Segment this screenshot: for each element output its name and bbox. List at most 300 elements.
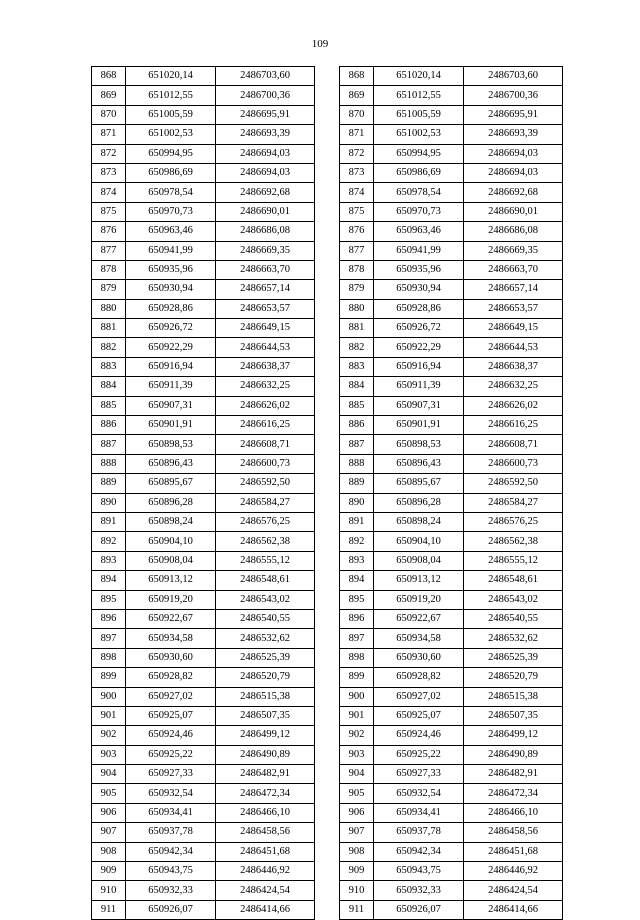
x-coordinate-cell: 650911,39 [374, 377, 464, 396]
y-coordinate-cell: 2486703,60 [216, 67, 315, 86]
point-number-cell: 886 [92, 416, 126, 435]
point-number-cell: 888 [340, 454, 374, 473]
x-coordinate-cell: 650895,67 [374, 474, 464, 493]
point-number-cell: 907 [92, 823, 126, 842]
y-coordinate-cell: 2486548,61 [216, 571, 315, 590]
y-coordinate-cell: 2486562,38 [464, 532, 563, 551]
point-number-cell: 895 [340, 590, 374, 609]
point-number-cell: 890 [92, 493, 126, 512]
y-coordinate-cell: 2486507,35 [464, 706, 563, 725]
table-row [92, 900, 315, 919]
y-coordinate-cell: 2486490,89 [464, 745, 563, 764]
y-coordinate-cell: 2486600,73 [464, 454, 563, 473]
y-coordinate-cell: 2486532,62 [464, 629, 563, 648]
x-coordinate-cell: 650963,46 [374, 222, 464, 241]
table-row [340, 474, 563, 493]
point-number-cell: 902 [92, 726, 126, 745]
y-coordinate-cell: 2486626,02 [464, 396, 563, 415]
x-coordinate-cell: 650932,54 [374, 784, 464, 803]
page-number: 109 [311, 38, 329, 50]
table-row [340, 726, 563, 745]
y-coordinate-cell: 2486690,01 [216, 202, 315, 221]
table-row [92, 493, 315, 512]
point-number-cell: 870 [92, 105, 126, 124]
table-row [340, 842, 563, 861]
y-coordinate-cell: 2486632,25 [216, 377, 315, 396]
y-coordinate-cell: 2486458,56 [464, 823, 563, 842]
point-number-cell: 869 [92, 86, 126, 105]
x-coordinate-cell: 650932,33 [126, 881, 216, 900]
x-coordinate-cell: 650970,73 [374, 202, 464, 221]
x-coordinate-cell: 650943,75 [374, 862, 464, 881]
point-number-cell: 901 [340, 706, 374, 725]
point-number-cell: 898 [340, 648, 374, 667]
table-row [340, 319, 563, 338]
y-coordinate-cell: 2486695,91 [216, 105, 315, 124]
point-number-cell: 873 [340, 163, 374, 182]
y-coordinate-cell: 2486520,79 [464, 668, 563, 687]
table-row [92, 726, 315, 745]
point-number-cell: 883 [340, 357, 374, 376]
y-coordinate-cell: 2486608,71 [464, 435, 563, 454]
x-coordinate-cell: 650898,24 [374, 512, 464, 531]
point-number-cell: 877 [340, 241, 374, 260]
y-coordinate-cell: 2486424,54 [216, 881, 315, 900]
point-number-cell: 893 [340, 551, 374, 570]
point-number-cell: 875 [340, 202, 374, 221]
y-coordinate-cell: 2486424,54 [464, 881, 563, 900]
table-row [340, 493, 563, 512]
y-coordinate-cell: 2486694,03 [216, 144, 315, 163]
x-coordinate-cell: 650925,07 [126, 706, 216, 725]
y-coordinate-cell: 2486482,91 [464, 765, 563, 784]
y-coordinate-cell: 2486690,01 [464, 202, 563, 221]
x-coordinate-cell: 650916,94 [374, 357, 464, 376]
y-coordinate-cell: 2486649,15 [464, 319, 563, 338]
point-number-cell: 901 [92, 706, 126, 725]
x-coordinate-cell: 650898,53 [126, 435, 216, 454]
table-row [92, 144, 315, 163]
table-row [340, 687, 563, 706]
x-coordinate-cell: 650926,07 [126, 900, 216, 919]
x-coordinate-cell: 650942,34 [126, 842, 216, 861]
table-row [340, 629, 563, 648]
table-row [340, 532, 563, 551]
table-row [92, 668, 315, 687]
table-row [340, 454, 563, 473]
x-coordinate-cell: 650924,46 [374, 726, 464, 745]
table-row [340, 222, 563, 241]
x-coordinate-cell: 650926,72 [126, 319, 216, 338]
point-number-cell: 889 [92, 474, 126, 493]
y-coordinate-cell: 2486649,15 [216, 319, 315, 338]
y-coordinate-cell: 2486653,57 [216, 299, 315, 318]
y-coordinate-cell: 2486669,35 [216, 241, 315, 260]
x-coordinate-cell: 651020,14 [374, 67, 464, 86]
x-coordinate-cell: 650994,95 [126, 144, 216, 163]
point-number-cell: 908 [92, 842, 126, 861]
y-coordinate-cell: 2486515,38 [216, 687, 315, 706]
point-number-cell: 899 [92, 668, 126, 687]
table-row [92, 784, 315, 803]
point-number-cell: 905 [340, 784, 374, 803]
point-number-cell: 894 [92, 571, 126, 590]
table-row [92, 609, 315, 628]
point-number-cell: 906 [340, 803, 374, 822]
x-coordinate-cell: 650928,86 [374, 299, 464, 318]
y-coordinate-cell: 2486657,14 [464, 280, 563, 299]
point-number-cell: 896 [92, 609, 126, 628]
point-number-cell: 908 [340, 842, 374, 861]
y-coordinate-cell: 2486692,68 [464, 183, 563, 202]
point-number-cell: 891 [340, 512, 374, 531]
table-row [340, 299, 563, 318]
table-row [340, 881, 563, 900]
point-number-cell: 894 [340, 571, 374, 590]
x-coordinate-cell: 650922,67 [374, 609, 464, 628]
point-number-cell: 878 [340, 260, 374, 279]
x-coordinate-cell: 650986,69 [126, 163, 216, 182]
x-coordinate-cell: 650937,78 [374, 823, 464, 842]
x-coordinate-cell: 650942,34 [374, 842, 464, 861]
table-row [92, 319, 315, 338]
y-coordinate-cell: 2486584,27 [216, 493, 315, 512]
table-row [340, 803, 563, 822]
table-row [92, 416, 315, 435]
x-coordinate-cell: 650907,31 [374, 396, 464, 415]
table-row [340, 668, 563, 687]
x-coordinate-cell: 650898,53 [374, 435, 464, 454]
x-coordinate-cell: 650930,60 [374, 648, 464, 667]
x-coordinate-cell: 650916,94 [126, 357, 216, 376]
y-coordinate-cell: 2486686,08 [464, 222, 563, 241]
x-coordinate-cell: 650934,58 [126, 629, 216, 648]
x-coordinate-cell: 650913,12 [126, 571, 216, 590]
x-coordinate-cell: 650922,29 [126, 338, 216, 357]
point-number-cell: 905 [92, 784, 126, 803]
point-number-cell: 909 [340, 862, 374, 881]
x-coordinate-cell: 650932,33 [374, 881, 464, 900]
y-coordinate-cell: 2486693,39 [216, 125, 315, 144]
point-number-cell: 882 [92, 338, 126, 357]
x-coordinate-cell: 650943,75 [126, 862, 216, 881]
table-row [92, 125, 315, 144]
y-coordinate-cell: 2486472,34 [464, 784, 563, 803]
coordinates-table-right [339, 66, 563, 920]
table-row [92, 842, 315, 861]
y-coordinate-cell: 2486638,37 [216, 357, 315, 376]
y-coordinate-cell: 2486693,39 [464, 125, 563, 144]
x-coordinate-cell: 650901,91 [374, 416, 464, 435]
point-number-cell: 874 [340, 183, 374, 202]
x-coordinate-cell: 650937,78 [126, 823, 216, 842]
table-row [340, 571, 563, 590]
x-coordinate-cell: 650927,02 [374, 687, 464, 706]
y-coordinate-cell: 2486600,73 [216, 454, 315, 473]
point-number-cell: 881 [340, 319, 374, 338]
table-row [340, 706, 563, 725]
x-coordinate-cell: 651005,59 [126, 105, 216, 124]
table-row [340, 357, 563, 376]
x-coordinate-cell: 650986,69 [374, 163, 464, 182]
x-coordinate-cell: 650911,39 [126, 377, 216, 396]
coordinates-table-left [91, 66, 315, 920]
point-number-cell: 869 [340, 86, 374, 105]
point-number-cell: 910 [92, 881, 126, 900]
table-row [92, 260, 315, 279]
point-number-cell: 900 [92, 687, 126, 706]
table-row [92, 396, 315, 415]
table-row [92, 745, 315, 764]
x-coordinate-cell: 650927,33 [374, 765, 464, 784]
table-row [340, 125, 563, 144]
y-coordinate-cell: 2486576,25 [216, 512, 315, 531]
x-coordinate-cell: 650922,29 [374, 338, 464, 357]
y-coordinate-cell: 2486657,14 [216, 280, 315, 299]
table-row [340, 338, 563, 357]
y-coordinate-cell: 2486555,12 [216, 551, 315, 570]
y-coordinate-cell: 2486525,39 [464, 648, 563, 667]
table-row [92, 86, 315, 105]
y-coordinate-cell: 2486686,08 [216, 222, 315, 241]
table-row [92, 280, 315, 299]
y-coordinate-cell: 2486555,12 [464, 551, 563, 570]
y-coordinate-cell: 2486695,91 [464, 105, 563, 124]
x-coordinate-cell: 650898,24 [126, 512, 216, 531]
y-coordinate-cell: 2486499,12 [464, 726, 563, 745]
table-row [92, 299, 315, 318]
x-coordinate-cell: 650919,20 [126, 590, 216, 609]
point-number-cell: 909 [92, 862, 126, 881]
table-row [340, 648, 563, 667]
point-number-cell: 907 [340, 823, 374, 842]
point-number-cell: 904 [340, 765, 374, 784]
point-number-cell: 892 [340, 532, 374, 551]
table-row [340, 144, 563, 163]
y-coordinate-cell: 2486669,35 [464, 241, 563, 260]
table-row [92, 163, 315, 182]
x-coordinate-cell: 650895,67 [126, 474, 216, 493]
point-number-cell: 897 [340, 629, 374, 648]
table-row [340, 745, 563, 764]
x-coordinate-cell: 650904,10 [126, 532, 216, 551]
table-row [340, 765, 563, 784]
point-number-cell: 868 [340, 67, 374, 86]
table-row [92, 706, 315, 725]
x-coordinate-cell: 650925,22 [374, 745, 464, 764]
table-row [340, 241, 563, 260]
y-coordinate-cell: 2486632,25 [464, 377, 563, 396]
table-row [92, 512, 315, 531]
table-row [92, 183, 315, 202]
y-coordinate-cell: 2486700,36 [464, 86, 563, 105]
table-row [340, 823, 563, 842]
point-number-cell: 885 [340, 396, 374, 415]
y-coordinate-cell: 2486638,37 [464, 357, 563, 376]
x-coordinate-cell: 650907,31 [126, 396, 216, 415]
point-number-cell: 878 [92, 260, 126, 279]
x-coordinate-cell: 651012,55 [126, 86, 216, 105]
x-coordinate-cell: 650935,96 [374, 260, 464, 279]
point-number-cell: 892 [92, 532, 126, 551]
y-coordinate-cell: 2486540,55 [216, 609, 315, 628]
table-row [92, 454, 315, 473]
point-number-cell: 883 [92, 357, 126, 376]
point-number-cell: 870 [340, 105, 374, 124]
y-coordinate-cell: 2486562,38 [216, 532, 315, 551]
y-coordinate-cell: 2486451,68 [216, 842, 315, 861]
table-row [92, 648, 315, 667]
table-row [340, 105, 563, 124]
table-row [340, 396, 563, 415]
y-coordinate-cell: 2486653,57 [464, 299, 563, 318]
point-number-cell: 882 [340, 338, 374, 357]
point-number-cell: 898 [92, 648, 126, 667]
y-coordinate-cell: 2486532,62 [216, 629, 315, 648]
point-number-cell: 881 [92, 319, 126, 338]
x-coordinate-cell: 651012,55 [374, 86, 464, 105]
table-row [340, 609, 563, 628]
y-coordinate-cell: 2486576,25 [464, 512, 563, 531]
x-coordinate-cell: 650922,67 [126, 609, 216, 628]
point-number-cell: 871 [340, 125, 374, 144]
x-coordinate-cell: 650941,99 [126, 241, 216, 260]
y-coordinate-cell: 2486616,25 [464, 416, 563, 435]
y-coordinate-cell: 2486472,34 [216, 784, 315, 803]
table-row [340, 163, 563, 182]
point-number-cell: 879 [92, 280, 126, 299]
x-coordinate-cell: 650928,82 [374, 668, 464, 687]
y-coordinate-cell: 2486520,79 [216, 668, 315, 687]
x-coordinate-cell: 650963,46 [126, 222, 216, 241]
y-coordinate-cell: 2486499,12 [216, 726, 315, 745]
point-number-cell: 889 [340, 474, 374, 493]
y-coordinate-cell: 2486694,03 [464, 144, 563, 163]
y-coordinate-cell: 2486548,61 [464, 571, 563, 590]
x-coordinate-cell: 651002,53 [374, 125, 464, 144]
x-coordinate-cell: 650928,86 [126, 299, 216, 318]
y-coordinate-cell: 2486663,70 [464, 260, 563, 279]
point-number-cell: 888 [92, 454, 126, 473]
x-coordinate-cell: 650896,43 [126, 454, 216, 473]
x-coordinate-cell: 650927,02 [126, 687, 216, 706]
table-row [92, 202, 315, 221]
y-coordinate-cell: 2486608,71 [216, 435, 315, 454]
table-row [92, 687, 315, 706]
x-coordinate-cell: 650932,54 [126, 784, 216, 803]
point-number-cell: 873 [92, 163, 126, 182]
point-number-cell: 884 [340, 377, 374, 396]
point-number-cell: 900 [340, 687, 374, 706]
x-coordinate-cell: 651005,59 [374, 105, 464, 124]
y-coordinate-cell: 2486490,89 [216, 745, 315, 764]
y-coordinate-cell: 2486700,36 [216, 86, 315, 105]
y-coordinate-cell: 2486458,56 [216, 823, 315, 842]
table-row [92, 590, 315, 609]
table-row [340, 260, 563, 279]
y-coordinate-cell: 2486584,27 [464, 493, 563, 512]
x-coordinate-cell: 650994,95 [374, 144, 464, 163]
table-row [340, 67, 563, 86]
table-row [340, 416, 563, 435]
point-number-cell: 911 [92, 900, 126, 919]
x-coordinate-cell: 650934,41 [126, 803, 216, 822]
point-number-cell: 895 [92, 590, 126, 609]
point-number-cell: 887 [340, 435, 374, 454]
y-coordinate-cell: 2486507,35 [216, 706, 315, 725]
table-row [340, 86, 563, 105]
table-row [340, 202, 563, 221]
point-number-cell: 875 [92, 202, 126, 221]
table-row [340, 900, 563, 919]
table-row [340, 280, 563, 299]
x-coordinate-cell: 650913,12 [374, 571, 464, 590]
x-coordinate-cell: 650925,07 [374, 706, 464, 725]
x-coordinate-cell: 650935,96 [126, 260, 216, 279]
point-number-cell: 911 [340, 900, 374, 919]
table-row [340, 551, 563, 570]
table-row [340, 862, 563, 881]
table-row [92, 357, 315, 376]
point-number-cell: 887 [92, 435, 126, 454]
point-number-cell: 880 [340, 299, 374, 318]
table-row [340, 183, 563, 202]
point-number-cell: 891 [92, 512, 126, 531]
point-number-cell: 872 [340, 144, 374, 163]
x-coordinate-cell: 650930,60 [126, 648, 216, 667]
point-number-cell: 903 [92, 745, 126, 764]
point-number-cell: 880 [92, 299, 126, 318]
table-row [92, 377, 315, 396]
x-coordinate-cell: 650970,73 [126, 202, 216, 221]
y-coordinate-cell: 2486644,53 [464, 338, 563, 357]
x-coordinate-cell: 650978,54 [126, 183, 216, 202]
point-number-cell: 874 [92, 183, 126, 202]
table-row [92, 862, 315, 881]
y-coordinate-cell: 2486414,66 [216, 900, 315, 919]
x-coordinate-cell: 650908,04 [374, 551, 464, 570]
table-row [92, 571, 315, 590]
table-row [92, 241, 315, 260]
point-number-cell: 893 [92, 551, 126, 570]
x-coordinate-cell: 650919,20 [374, 590, 464, 609]
table-row [92, 338, 315, 357]
point-number-cell: 871 [92, 125, 126, 144]
y-coordinate-cell: 2486616,25 [216, 416, 315, 435]
point-number-cell: 897 [92, 629, 126, 648]
y-coordinate-cell: 2486644,53 [216, 338, 315, 357]
x-coordinate-cell: 650930,94 [374, 280, 464, 299]
point-number-cell: 876 [340, 222, 374, 241]
table-row [92, 435, 315, 454]
y-coordinate-cell: 2486703,60 [464, 67, 563, 86]
point-number-cell: 886 [340, 416, 374, 435]
x-coordinate-cell: 650927,33 [126, 765, 216, 784]
x-coordinate-cell: 650930,94 [126, 280, 216, 299]
x-coordinate-cell: 650908,04 [126, 551, 216, 570]
table-row [340, 512, 563, 531]
point-number-cell: 885 [92, 396, 126, 415]
y-coordinate-cell: 2486694,03 [216, 163, 315, 182]
table-row [92, 823, 315, 842]
y-coordinate-cell: 2486446,92 [216, 862, 315, 881]
table-row [92, 551, 315, 570]
y-coordinate-cell: 2486626,02 [216, 396, 315, 415]
point-number-cell: 879 [340, 280, 374, 299]
y-coordinate-cell: 2486540,55 [464, 609, 563, 628]
point-number-cell: 896 [340, 609, 374, 628]
y-coordinate-cell: 2486543,02 [464, 590, 563, 609]
